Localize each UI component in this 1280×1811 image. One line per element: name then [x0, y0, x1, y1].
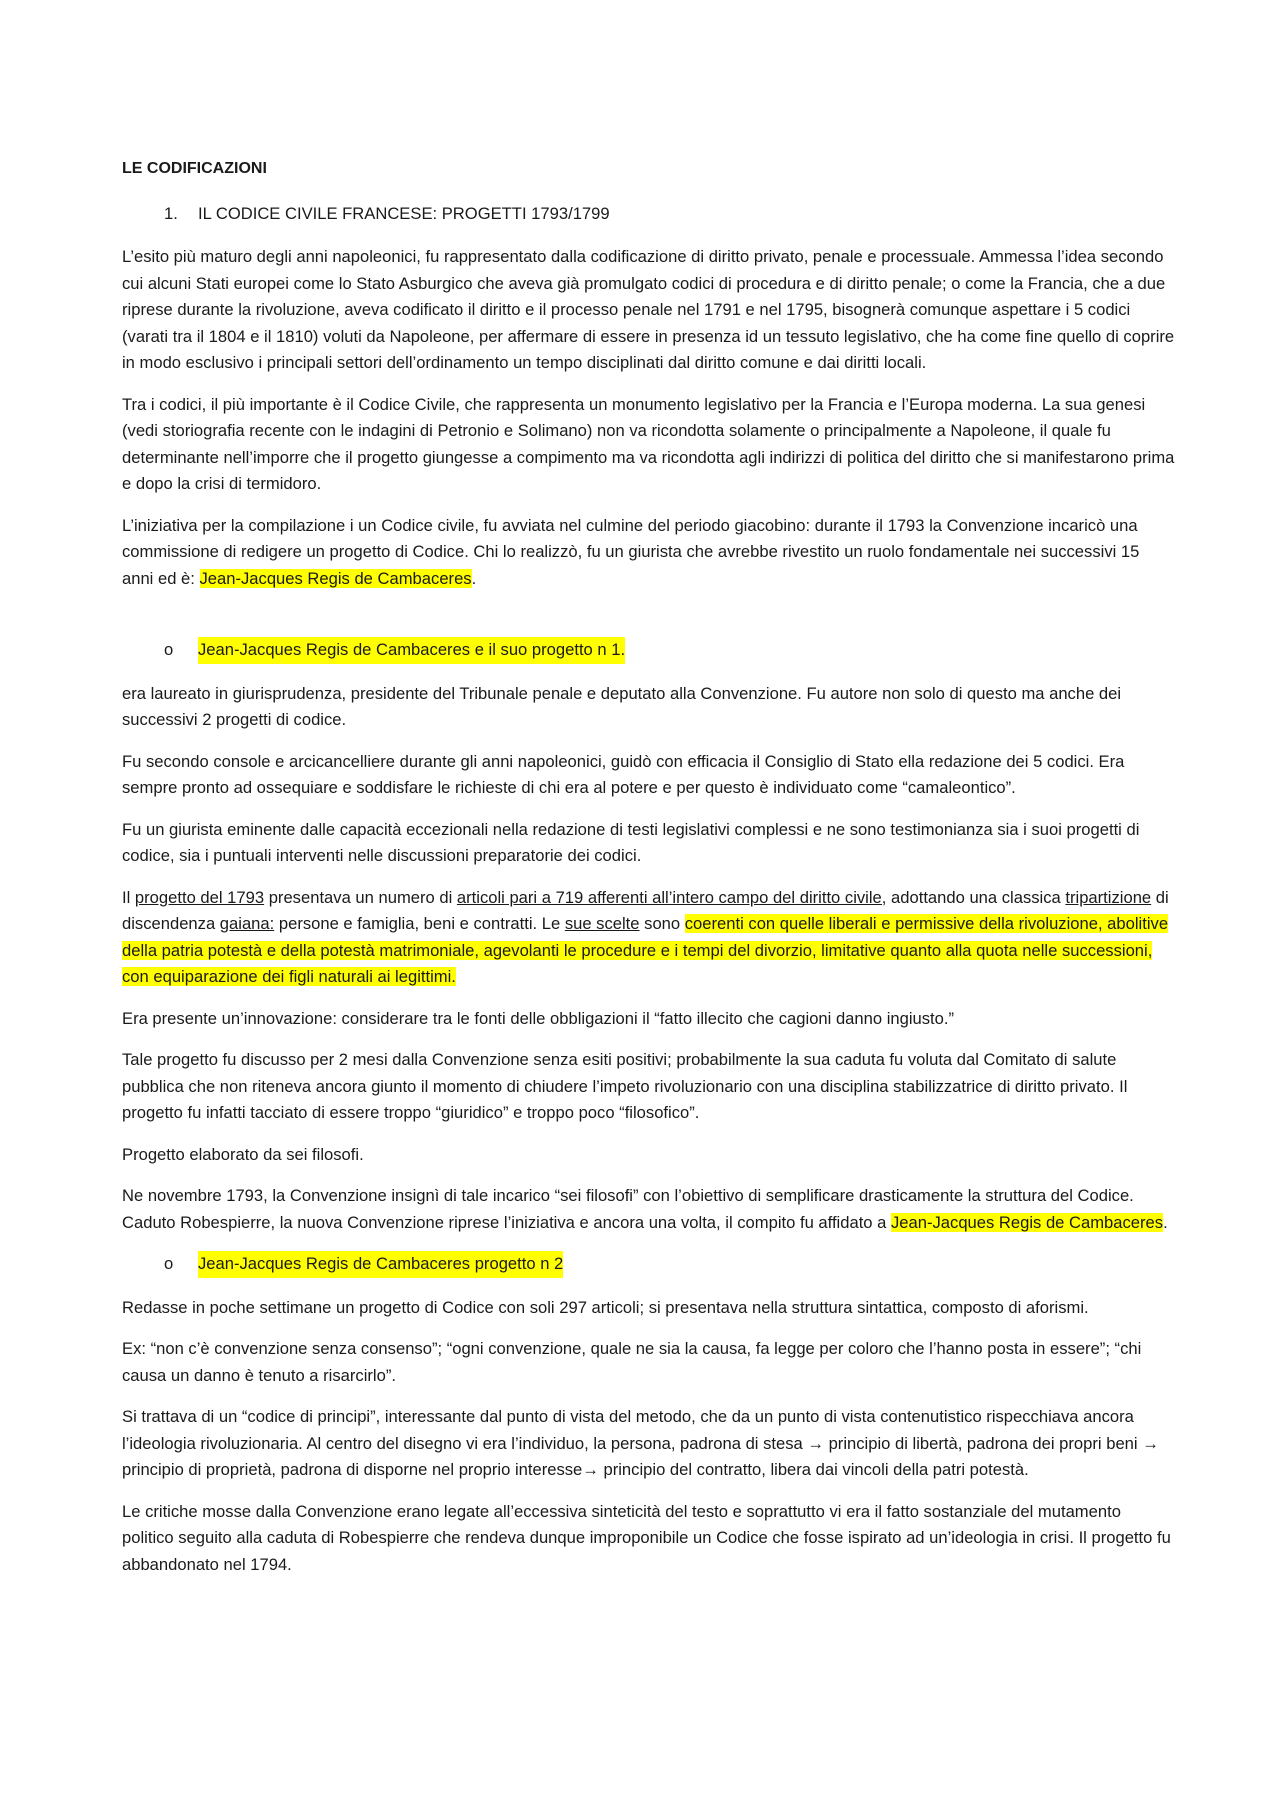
- paragraph-14: Si trattava di un “codice di principi”, interessante dal punto di vista del metodo, che da un punto di vista contenutistico rispecchiava ancora l’ideologia rivoluzionaria. Al centro del disegno vi era l’individuo, la persona, padrona di stesa → principio di libertà, padrona dei propri beni → principio di proprietà, padrona di disporne nel proprio interesse→ principio del contratto, libera dai vincoli della patri potestà.: [122, 1407, 1159, 1479]
- paragraph-5: Fu secondo console e arcicancelliere durante gli anni napoleonici, guidò con efficacia il Consiglio di Stato ella redazione dei 5 codici. Era sempre pronto ad ossequiare e soddisfare le richieste di chi era al potere e per questo è individuato come “camaleontico”.: [122, 751, 1125, 797]
- paragraph-2: Tra i codici, il più importante è il Codice Civile, che rappresenta un monumento legislativo per la Francia e l’Europa moderna. La sua genesi (vedi storiografia recente con le indagini di Petronio e Solimano) non va ricondotta solamente o principalmente a Napoleone, il quale fu determinante nell’imporre che il progetto giungesse a compimento ma va ricondotta agli indirizzi di politica del diritto che si manifestarono prima e dopo la crisi di termidoro.: [122, 394, 1175, 493]
- section-heading-1: [122, 201, 1175, 228]
- text: sono: [639, 914, 685, 933]
- paragraph-3: [122, 513, 1175, 593]
- highlight-cambaceres: Jean-Jacques Regis de Cambaceres: [890, 1212, 1164, 1232]
- paragraph-15: Le critiche mosse dalla Convenzione erano legate all’eccessiva sinteticità del testo e soprattutto vi era il fatto sostanziale del mutamento politico seguito alla caduta di Robespierre che rendeva dunque improponibile un Codice che fosse ispirato ad un’ideologia in crisi. Il progetto fu abbandonato nel 1794.: [122, 1501, 1171, 1574]
- paragraph-4: era laureato in giurisprudenza, presidente del Tribunale penale e deputato alla Convenzione. Fu autore non solo di questo ma anche dei successivi 2 progetti di codice.: [122, 683, 1122, 729]
- bullet-label: Jean-Jacques Regis de Cambaceres progetto n 2: [198, 1251, 563, 1278]
- paragraph-3-text: L’iniziativa per la compilazione i un Codice civile, fu avviata nel culmine del periodo giacobino: durante il 1793 la Convenzione incaricò una commissione di redigere un progetto di Codice. Chi lo realizzò, fu un giurista che avrebbe rivestito un ruolo fondamentale nei successivi 15 anni ed è:: [122, 515, 1140, 588]
- highlighted-text: coerenti con quelle liberali e permissive della rivoluzione, abolitive della patria potestà e della potestà matrimoniale, agevolanti le procedure e i tempi del divorzio, limitative quanto alla quota nelle successioni, con equiparazione dei figli naturali ai legittimi.: [122, 914, 1169, 986]
- paragraph-1: L’esito più maturo degli anni napoleonici, fu rappresentato dalla codificazione di diritto privato, penale e processuale. Ammessa l’idea secondo cui alcuni Stati europei come lo Stato Asburgico che aveva già promulgato codici di procedura e di diritto penale; o come la Francia, che a due riprese durante la rivoluzione, aveva codificato il diritto e il processo penale nel 1791 e nel 1795, bisognerà comunque aspettare i 5 codici (varati tra il 1804 e il 1810) voluti da Napoleone, per affermare di essere in presenza id un tessuto legislativo, che ha come fine quello di coprire in modo esclusivo i principali settori dell’ordinamento un tempo disciplinati dal diritto comune e dai diritti locali.: [122, 247, 1175, 372]
- underlined-text: tripartizione: [1065, 887, 1152, 907]
- text: Ne novembre 1793, la Convenzione insignì di tale incarico “sei filosofi” con l’obiettivo di semplificare drasticamente la struttura del Codice. Caduto Robespierre, la nuova Convenzione riprese l’iniziativa e ancora una volta, il compito fu affidato a: [122, 1186, 1134, 1232]
- paragraph-12: Redasse in poche settimane un progetto di Codice con soli 297 articoli; si presentava nella struttura sintattica, composto di aforismi.: [122, 1297, 1089, 1317]
- bullet-mark: o: [164, 640, 174, 659]
- paragraph-3-end: .: [471, 568, 477, 588]
- text: adottando una classica: [886, 887, 1066, 907]
- bullet-mark: o: [164, 1254, 174, 1273]
- text: di discendenza: [122, 887, 1169, 933]
- paragraph-9: Tale progetto fu discusso per 2 mesi dalla Convenzione senza esiti positivi; probabilmente la sua caduta fu voluta dal Comitato di salute pubblica che non riteneva ancora giunto il momento di chiudere l’impeto rivoluzionario con una disciplina stabilizzatrice di diritto privato. Il progetto fu infatti tacciato di essere troppo “giuridico” e troppo poco “filosofico”.: [122, 1050, 1128, 1122]
- section-label: IL CODICE CIVILE FRANCESE: PROGETTI 1793/1799: [198, 203, 610, 223]
- paragraph-7: [122, 885, 1175, 991]
- paragraph-6: Fu un giurista eminente dalle capacità eccezionali nella redazione di testi legislativi complessi e ne sono testimonianza sia i suoi progetti di codice, sia i puntuali interventi nelle discussioni preparatorie dei codici.: [122, 819, 1140, 865]
- paragraph-8: Era presente un’innovazione: considerare tra le fonti delle obbligazioni il “fatto illecito che cagioni danno ingiusto.”: [122, 1008, 955, 1028]
- text: persone e famiglia, beni e contratti. Le: [274, 914, 565, 933]
- paragraph-11: [122, 1183, 1175, 1236]
- bullet-heading-2: [122, 1251, 1175, 1278]
- underlined-text: sue scelte: [564, 914, 640, 933]
- underlined-text: gaiana:: [219, 914, 275, 933]
- bullet-label: Jean-Jacques Regis de Cambaceres e il suo progetto n 1.: [198, 637, 625, 664]
- text: presentava un numero di: [264, 887, 457, 907]
- document-title: LE CODIFICAZIONI: [122, 160, 267, 177]
- underlined-text: progetto del 1793: [134, 887, 265, 907]
- underlined-text: articoli pari a 719 afferenti all’intero campo del diritto civile,: [456, 887, 887, 907]
- highlight-cambaceres: Jean-Jacques Regis de Cambaceres: [199, 568, 472, 588]
- text: Il: [122, 887, 135, 907]
- text: .: [1163, 1212, 1168, 1232]
- bullet-heading-1: [122, 637, 1175, 664]
- paragraph-10: Progetto elaborato da sei filosofi.: [122, 1144, 364, 1164]
- paragraph-13: Ex: “non c’è convenzione senza consenso”; “ogni convenzione, quale ne sia la causa, fa legge per coloro che l’hanno posta in essere”; “chi causa un danno è tenuto a risarcirlo”.: [122, 1339, 1142, 1385]
- section-number: 1.: [164, 203, 178, 223]
